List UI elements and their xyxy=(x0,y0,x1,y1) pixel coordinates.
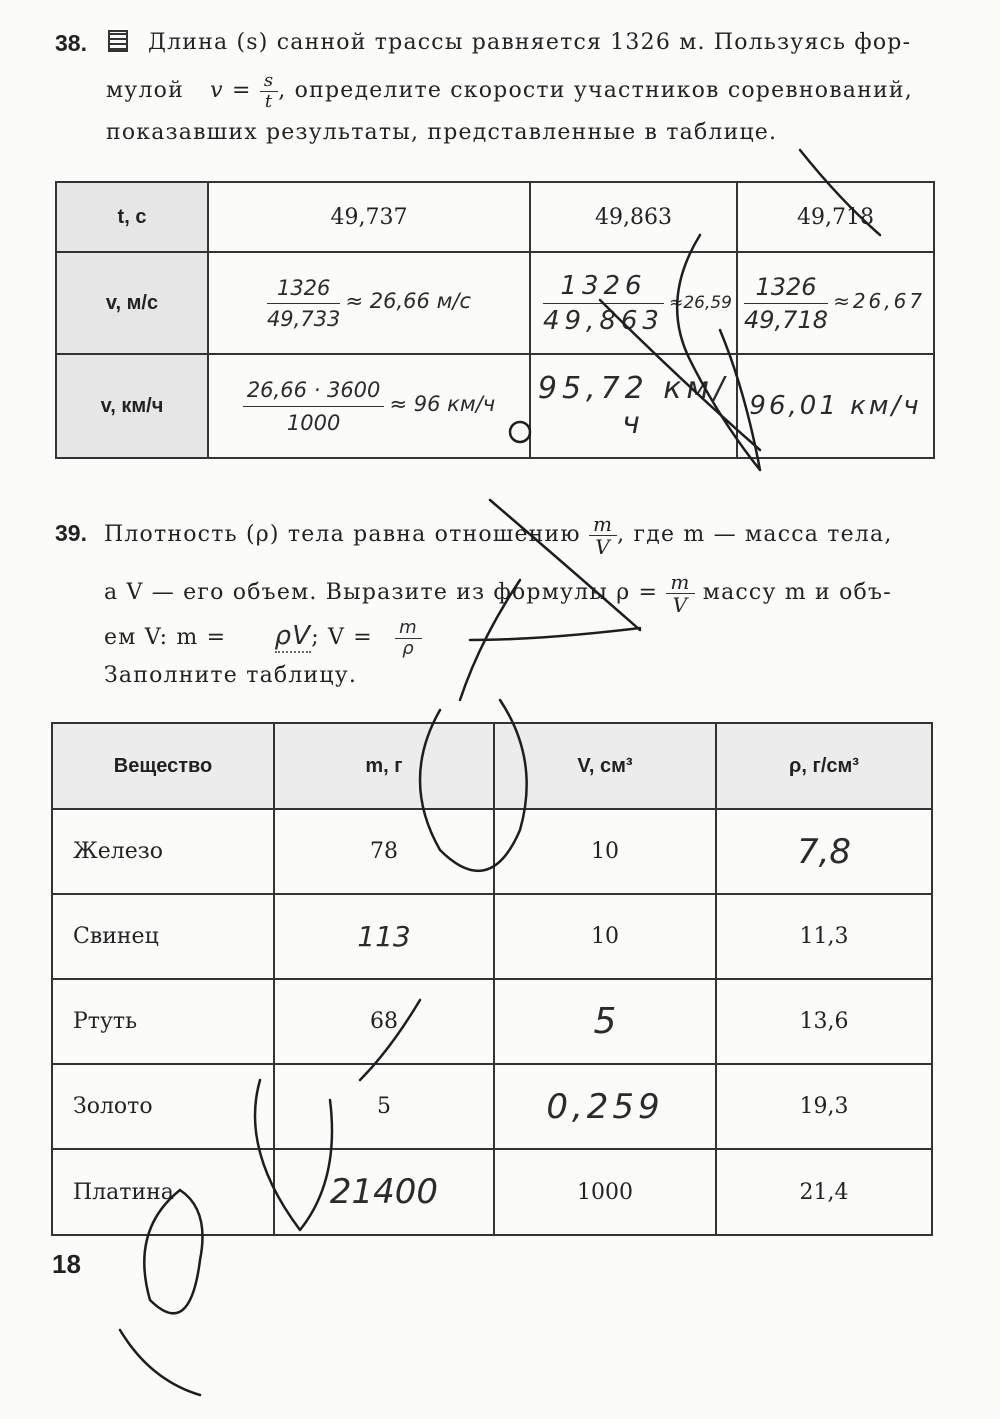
time-3: 49,718 xyxy=(737,182,934,252)
table-row: Свинец 113 10 11,3 xyxy=(52,894,932,979)
task-39-line3: ем V: m = ρV; V = $\frac{m}{\rho}$ xyxy=(104,616,422,656)
ms-handwritten-3: $\frac{1326}{49,718}$ ≈26,67 xyxy=(737,252,934,354)
table-row: Золото 5 0,259 19,3 xyxy=(52,1064,932,1149)
time-1: 49,737 xyxy=(208,182,530,252)
table-row: Железо 78 10 7,8 xyxy=(52,809,932,894)
answer-m: ρV xyxy=(274,621,312,651)
header-density: ρ, г/см³ xyxy=(716,723,932,809)
kmh-example: $\frac{26,66 \cdot 3600}{1000}$ ≈ 96 км/ч xyxy=(208,354,530,458)
row-label-t: t, с xyxy=(56,182,208,252)
header-volume: V, см³ xyxy=(494,723,716,809)
header-substance: Вещество xyxy=(52,723,274,809)
task-39-number: 39. xyxy=(55,520,87,546)
header-mass: m, г xyxy=(274,723,494,809)
row-label-kmh: v, км/ч xyxy=(56,354,208,458)
ms-example: $\frac{1326}{49,733}$ ≈ 26,66 м/с xyxy=(208,252,530,354)
kmh-handwritten-3: 96,01 км/ч xyxy=(737,354,934,458)
table-row: Платина 21400 1000 21,4 xyxy=(52,1149,932,1235)
ms-handwritten-2: $\frac{1326}{49,863}$ ≈26,59 xyxy=(530,252,737,354)
answer-v: $\frac{m}{\rho}$ xyxy=(395,618,422,659)
task-39-line2: а V — его объем. Выразите из формулы ρ = $\frac{m}{V}$ массу m и объ- xyxy=(104,569,892,617)
row-label-ms: v, м/с xyxy=(56,252,208,354)
task-38-line1: Длина (s) санной трассы равняется 1326 м. Пользуясь фор- xyxy=(148,30,912,55)
table-row: Ртуть 68 5 13,6 xyxy=(52,979,932,1064)
kmh-handwritten-2: 95,72 км/ч xyxy=(530,354,737,458)
task-38-number: 38. xyxy=(55,30,87,56)
task-38-line3: показавших результаты, представленные в таблице. xyxy=(106,120,778,145)
time-2: 49,863 xyxy=(530,182,737,252)
task-39-line4: Заполните таблицу. xyxy=(104,663,358,688)
page-number: 18 xyxy=(52,1249,81,1279)
task-39-line1: Плотность (ρ) тела равна отношению $\frac{m}{V}$ , где m — масса тела, xyxy=(104,511,893,559)
task-38-line2: мулой v = $\frac{s}{t}$ , определите скорости участников соревнований, xyxy=(106,69,913,112)
